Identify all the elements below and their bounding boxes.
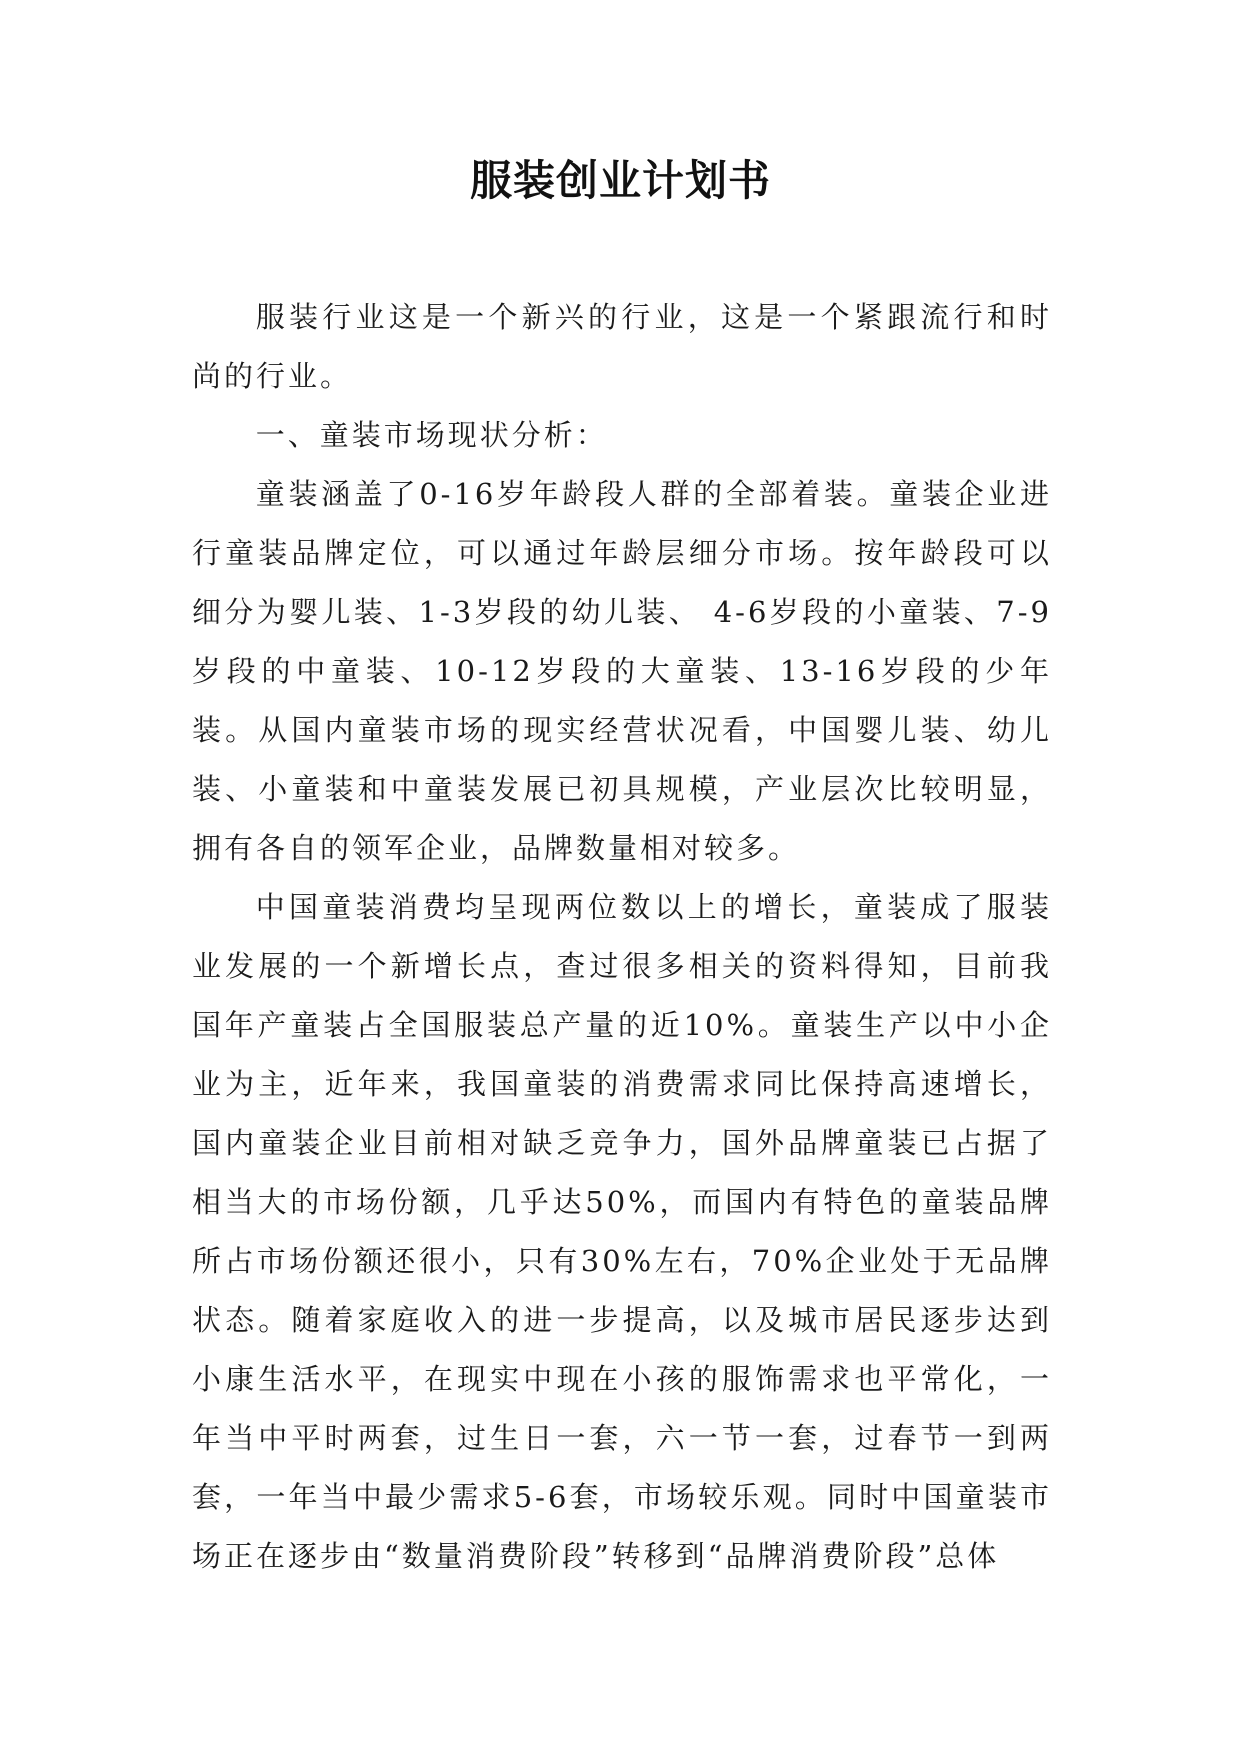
document-body: [192, 288, 1052, 1586]
section-heading-1: 一、童装市场现状分析：: [255, 418, 608, 452]
paragraph-consumption-growth: 中国童装消费均呈现两位数以上的增长，童装成了服装业发展的一个新增长点，查过很多相关的资料得知，目前我国年产童装占全国服装总产量的近10%。童装生产以中小企业为主，近年来，我国童装的消费需求同比保持高速增长，国内童装企业目前相对缺乏竞争力，国外品牌童装已占据了相当大的市场份额，几乎达50%，而国内有特色的童装品牌所占市场份额还很小，只有30%左右，70%企业处于无品牌状态。随着家庭收入的进一步提高，以及城市居民逐步达到小康生活水平，在现实中现在小孩的服饰需求也平常化，一年当中平时两套，过生日一套，六一节一套，过春节一到两套，一年当中最少需求5-6套，市场较乐观。同时中国童装市场正在逐步由“数量消费阶段”转移到“品牌消费阶段”总体: [192, 890, 1052, 1573]
document-title: 服装创业计划书: [469, 156, 771, 205]
paragraph-intro: 服装行业这是一个新兴的行业，这是一个紧跟流行和时尚的行业。: [192, 300, 1052, 393]
paragraph-market-segments: 童装涵盖了0-16岁年龄段人群的全部着装。童装企业进行童装品牌定位，可以通过年龄层细分市场。按年龄段可以细分为婴儿装、1-3岁段的幼儿装、 4-6岁段的小童装、7-9岁段的中童装、10-12岁段的大童装、13-16岁段的少年装。从国内童装市场的现实经营状况看，中国婴儿装、幼儿装、小童装和中童装发展已初具规模，产业层次比较明显，拥有各自的领军企业，品牌数量相对较多。: [192, 477, 1052, 865]
